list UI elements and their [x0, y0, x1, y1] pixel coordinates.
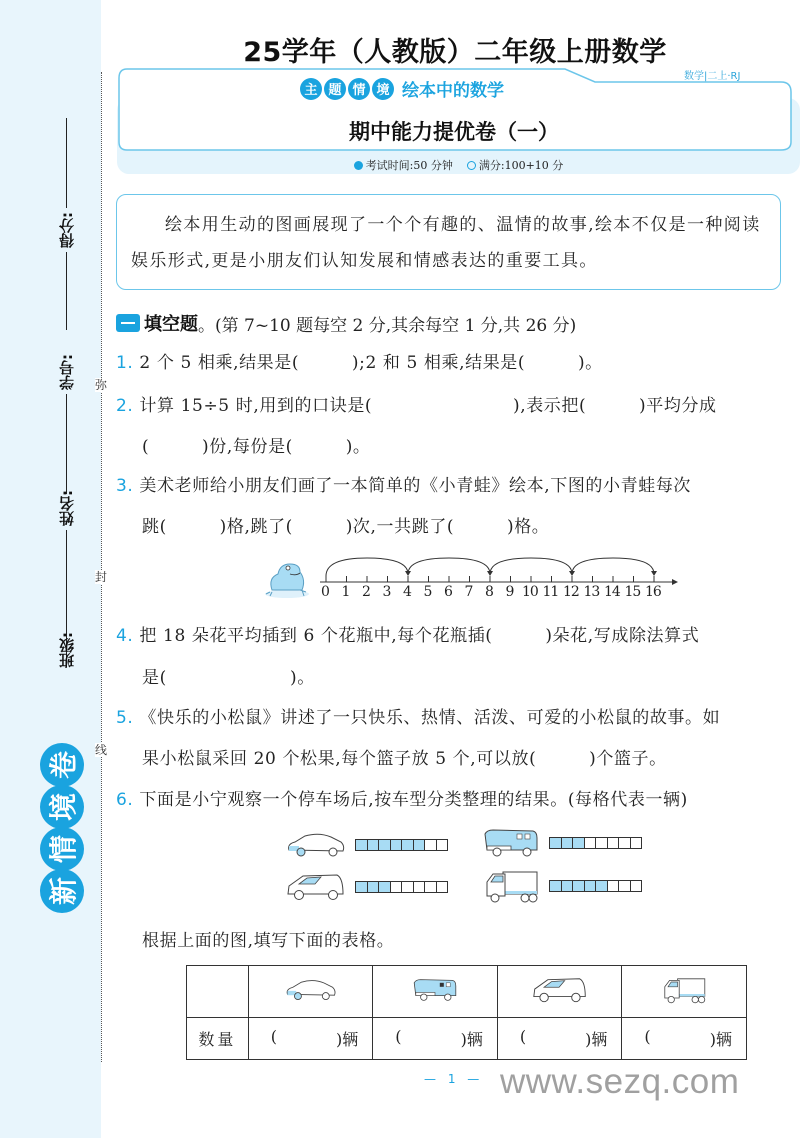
question-2: 2. 计算 15÷5 时,用到的口诀是( ),表示把( )平均分成 ( )份,每份是( )。: [116, 396, 717, 457]
frog-number-line: 0 1 2 3 4 5 6 7 8 9 10 11 12 13 14 15 16: [262, 552, 682, 604]
question-5: 5. 《快乐的小松鼠》讲述了一只快乐、热情、活泼、可爱的小松鼠的故事。如 果小松鼠采回 20 个松果,每个篮子放 5 个,可以放( )个篮子。: [116, 708, 721, 769]
watermark: www.sezq.com: [500, 1062, 740, 1101]
theme-ball: 情: [348, 78, 370, 100]
brand-char: 境: [40, 785, 84, 829]
question-1: 1. 2 个 5 相乘,结果是( );2 和 5 相乘,结果是( )。: [116, 353, 603, 373]
class-field[interactable]: [56, 628, 76, 672]
truck-count-input[interactable]: ( )辆: [622, 1018, 747, 1060]
table-row-label: 数量: [187, 1018, 249, 1060]
seal-char-feng: 封: [95, 570, 108, 584]
brand-char: 情: [40, 827, 84, 871]
section-number-icon: [116, 314, 140, 332]
bus-cells: [549, 837, 641, 849]
question-6-instruction: 根据上面的图,填写下面的表格。: [142, 931, 395, 951]
table-header-sedan: [248, 966, 373, 1018]
bus-row: [481, 828, 641, 858]
brand-char: 卷: [40, 743, 84, 787]
table-corner-cell: [187, 966, 249, 1018]
main-title: 25学年（人教版）二年级上册数学: [243, 37, 667, 68]
section-heading: [116, 310, 576, 336]
vehicle-count-table: [186, 965, 747, 1060]
truck-row: [481, 868, 641, 904]
seal-char-xian: 线: [95, 743, 108, 757]
score-label: 得分:: [57, 212, 76, 248]
question-3: 3. 美术老师给小朋友们画了一本简单的《小青蛙》绘本,下图的小青蛙每次 跳( )格,跳了( )次,一共跳了( )格。: [116, 476, 692, 537]
intro-text: 绘本用生动的图画展现了一个个有趣的、温情的故事,绘本不仅是一种阅读娱乐形式,更是小朋友们认知发展和情感表达的重要工具。: [131, 215, 761, 271]
bus-count-input[interactable]: ( )辆: [373, 1018, 498, 1060]
exam-time: 考试时间:50 分钟: [354, 157, 453, 173]
theme-banner: [300, 76, 504, 101]
theme-ball: 题: [324, 78, 346, 100]
subject-tag: 数学|二上·RJ: [684, 71, 741, 82]
theme-ball: 境: [372, 78, 394, 100]
question-6: 6. 下面是小宁观察一个停车场后,按车型分类整理的结果。(每格代表一辆): [116, 790, 688, 810]
table-header-bus: [373, 966, 498, 1018]
table-header-minivan: [497, 966, 622, 1018]
name-label: 姓名:: [57, 490, 76, 526]
binding-margin: [0, 0, 101, 1138]
question-4: 4. 把 18 朵花平均插到 6 个花瓶中,每个花瓶插( )朵花,写成除法算式 是( )。: [116, 626, 700, 688]
minivan-cells: [355, 881, 447, 893]
bus-icon: [481, 828, 541, 858]
clock-icon: [354, 161, 363, 170]
class-label: 班级:: [57, 632, 76, 668]
score-field[interactable]: [56, 118, 76, 330]
minivan-icon: [285, 872, 347, 902]
bus-icon: [411, 976, 459, 1004]
vehicle-pictograph: [285, 828, 665, 908]
student-id-label: 学号:: [57, 354, 76, 390]
theme-ball: 主: [300, 78, 322, 100]
sedan-icon: [285, 832, 347, 858]
seal-dotted-line: [101, 72, 102, 1062]
truck-icon: [481, 868, 541, 904]
sedan-row: [285, 832, 447, 858]
section-note: 。(第 7~10 题每空 2 分,其余每空 1 分,共 26 分): [198, 315, 577, 336]
minivan-icon: [531, 975, 589, 1005]
table-header-truck: [622, 966, 747, 1018]
paper-title: 期中能力提优卷（一）: [349, 119, 559, 144]
page-number: — 1 —: [424, 1072, 484, 1086]
sedan-icon: [284, 978, 338, 1002]
seal-char-mi: 弥: [95, 378, 108, 392]
check-icon: [467, 161, 476, 170]
full-score: 满分:100+10 分: [467, 157, 563, 173]
brand-logo: [40, 745, 84, 913]
exam-meta: [117, 157, 800, 173]
section-name: 填空题: [144, 314, 198, 335]
intro-box: [116, 194, 781, 290]
sedan-cells: [355, 839, 447, 851]
truck-icon: [660, 974, 708, 1006]
theme-text: 绘本中的数学: [402, 81, 504, 101]
minivan-row: [285, 872, 447, 902]
minivan-count-input[interactable]: ( )辆: [497, 1018, 622, 1060]
student-id-field[interactable]: [56, 350, 76, 494]
brand-char: 新: [40, 869, 84, 913]
sedan-count-input[interactable]: ( )辆: [248, 1018, 373, 1060]
truck-cells: [549, 880, 641, 892]
